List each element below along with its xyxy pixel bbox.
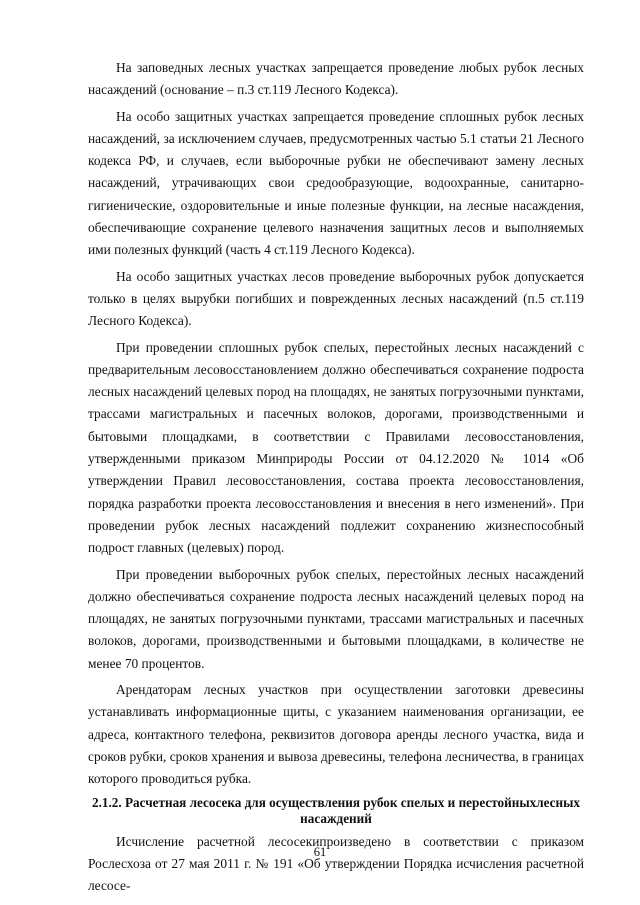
- paragraph-calculation: Исчисление расчетной лесосекипроизведено в соответствии с приказом Рослесхоза от 27 мая 2011 г. № 191 «Об утверждении Порядка исчисления расчетной лесосе-: [88, 833, 584, 894]
- page-content: [88, 57, 584, 897]
- section-heading-line-2: насаждений: [300, 810, 372, 826]
- paragraph-information-boards: Арендаторам лесных участков при осуществлении заготовки древесины устанавливать информационные щиты, с указанием наименования организации, ее адреса, контактного телефона, реквизитов договора аренды лесного участка, вида и сроков рубки, сроков хранения и вывоза древесины, телефона лесничества, в границах которого проводиться рубка.: [88, 682, 585, 787]
- paragraph-protected-plots-clear-cuts: На особо защитных участках запрещается проведение сплошных рубок лесных насаждений, за исключением случаев, предусмотренных частью 5.1 статьи 21 Лесного кодекса РФ, и случаев, если выборочные рубки не обеспечивают замену лесных насаждений, утрачивающих свои средообразующие, водоохранные, санитарно-гигиенические, оздоровительные и иные полезные функции, на лесные насаждения, обеспечивающие сохранение целевого назначения защитных лесов и выполняемых ими полезных функций (часть 4 ст.119 Лесного Кодекса).: [88, 108, 584, 258]
- paragraph-clear-cuts-undergrowth: При проведении сплошных рубок спелых, перестойных лесных насаждений с предварительным лесовосстановлением должно обеспечиваться сохранение подроста лесных насаждений целевых пород на площадях, не занятых погрузочными пунктами, трассами магистральных и пасечных волоков, дорогами, производственными и бытовыми площадками, в соответствии с Правилами лесовосстановления, утвержденными приказом Минприроды России от 04.12.2020 № 1014 «Об утверждении Правил лесовосстановления, состава проекта лесовосстановления, порядка разработки проекта лесовосстановления и внесения в него изменений». При проведении рубок лесных насаждений подлежит сохранению жизнеспособный подрост главных (целевых) пород.: [88, 339, 584, 556]
- page-number: 61: [313, 845, 327, 859]
- paragraph-selective-cuts-undergrowth: При проведении выборочных рубок спелых, перестойных лесных насаждений должно обеспечиваться сохранение подроста лесных насаждений целевых пород на площадях, не занятых погрузочными пунктами, трассами магистральных и пасечных волоков, дорогами, производственными и бытовыми площадками, в количестве не менее 70 процентов.: [88, 566, 584, 671]
- section-heading: [88, 795, 584, 831]
- paragraph-reserved-plots: На заповедных лесных участках запрещается проведение любых рубок лесных насаждений (основание – п.3 ст.119 Лесного Кодекса).: [88, 60, 584, 98]
- section-heading-line-1: 2.1.2. Расчетная лесосека для осуществления рубок спелых и перестойныхлесных: [92, 794, 580, 810]
- paragraph-protected-plots-selective-cuts: На особо защитных участках лесов проведение выборочных рубок допускается только в целях вырубки погибших и поврежденных лесных насаждений (п.5 ст.119 Лесного Кодекса).: [88, 268, 584, 329]
